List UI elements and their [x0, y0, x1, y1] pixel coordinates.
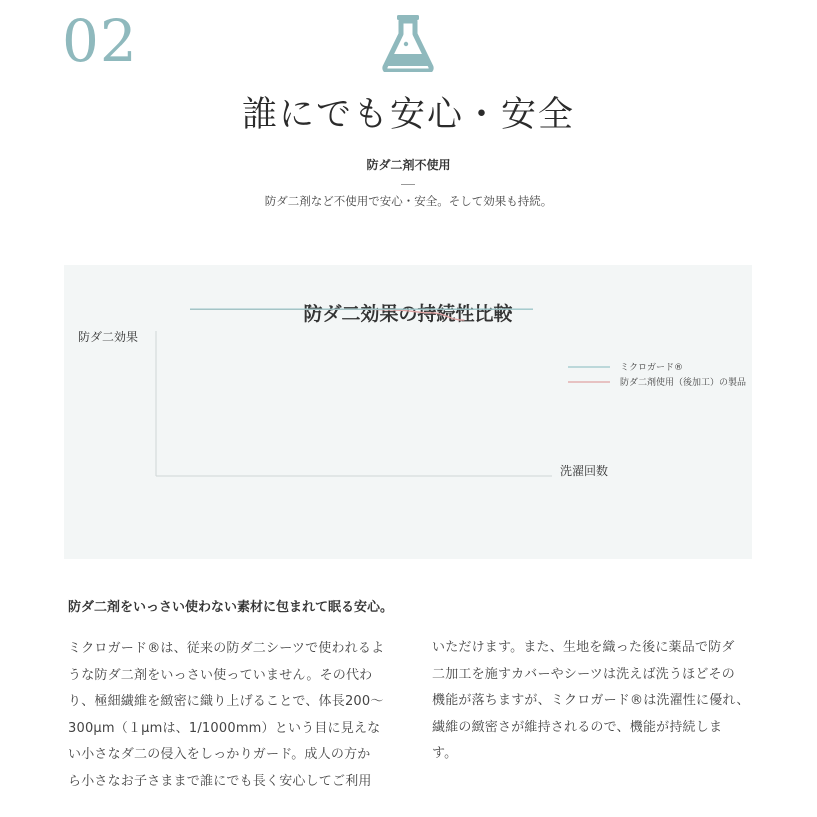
- section-number: 02: [62, 7, 138, 75]
- legend-label-micro: ミクロガード®: [620, 363, 684, 373]
- legend-label-treated: 防ダ二剤使用（後加工）の製品: [620, 378, 747, 388]
- chart-title: 防ダ二効果の持続性比較: [303, 303, 513, 325]
- section-subtitle: 防ダ二剤不使用: [366, 158, 451, 172]
- durability-chart: [64, 265, 752, 559]
- page-title: 誰にでも安心・安全: [241, 95, 575, 135]
- y-axis-label: 防ダ二効果: [78, 330, 139, 344]
- lead-text: 防ダ二剤など不使用で安心・安全。そして効果も持続。: [264, 194, 553, 208]
- body-heading: 防ダ二剤をいっさい使わない素材に包まれて眠る安心。: [68, 600, 394, 615]
- divider: [401, 184, 415, 185]
- flask-icon: [382, 14, 434, 72]
- chart-panel: [64, 265, 752, 559]
- body-text-right: いただけます。また、生地を織った後に薬品で防ダ 二加工を施すカバーやシーツは洗えば洗うほどその 機能が落ちますが、ミクロガード®は洗濯性に優れ、 繊維の緻密さが維持されるので、機能が持続しま す。: [432, 640, 750, 761]
- x-axis-label: 洗濯回数: [560, 464, 609, 478]
- body-text-left: ミクロガード®は、従来の防ダ二シーツで使われるよ うな防ダ二剤をいっさい使っていません。その代わ り、極細繊維を緻密に織り上げることで、体長200〜 300μm（１μmは、1/1000mm）という目に見えな い小さなダ二の侵入をしっかりガード。成人の方か ら小さなお子さままで誰にでも長く安心してご利用: [68, 641, 385, 789]
